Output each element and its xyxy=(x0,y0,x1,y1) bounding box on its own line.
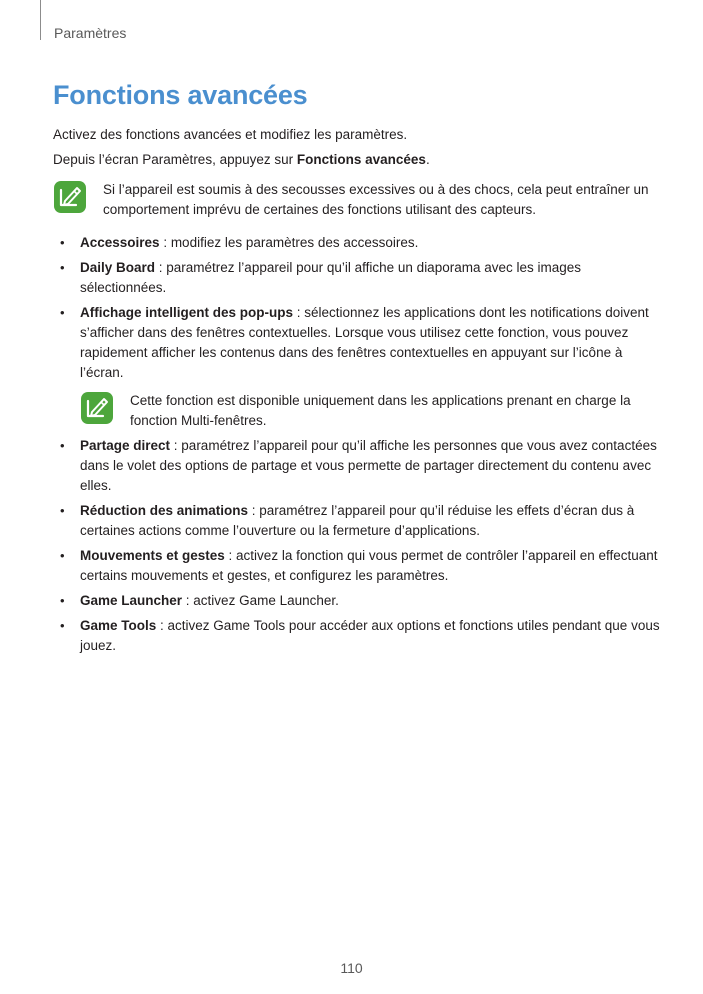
page-title: Fonctions avancées xyxy=(53,80,308,110)
bullet: • xyxy=(60,438,65,453)
item-term: Partage direct xyxy=(80,438,171,453)
item-term: Mouvements et gestes xyxy=(80,548,225,563)
item-term: Game Tools xyxy=(80,618,157,633)
item-desc: : paramétrez l’appareil pour qu’il affiche un diaporama avec les images sélectionnées. xyxy=(80,260,582,295)
page-number: 110 xyxy=(340,960,363,976)
header-divider xyxy=(40,0,41,40)
item-desc: : paramétrez l’appareil pour qu’il affiche les personnes que vous avez contactées dans le volet des options de partage et vous permette de partager directement du contenu avec elles. xyxy=(80,438,657,493)
item-desc: : activez la fonction qui vous permet de contrôler l’appareil en effectuant certains mouvements et gestes, et configurez les paramètres. xyxy=(80,548,658,583)
list-item-game-launcher xyxy=(60,591,660,611)
header-section-title: Paramètres xyxy=(54,25,127,41)
bullet: • xyxy=(60,593,65,608)
bullet: • xyxy=(60,235,65,250)
item-desc: : activez Game Launcher. xyxy=(182,593,339,608)
item-term: Daily Board xyxy=(80,260,156,275)
list-item-accessories xyxy=(60,233,660,253)
note-multiwindow-text: Cette fonction est disponible uniquement dans les applications prenant en charge la fonction Multi-fenêtres. xyxy=(130,393,631,428)
intro-text: Activez des fonctions avancées et modifiez les paramètres. xyxy=(53,127,408,142)
bullet: • xyxy=(60,305,65,320)
bullet: • xyxy=(60,548,65,563)
instruction-menu-name: Fonctions avancées xyxy=(296,152,426,167)
instruction-text xyxy=(53,150,653,170)
bullet: • xyxy=(60,503,65,518)
list-item-motions-gestures xyxy=(60,546,660,586)
item-term: Accessoires xyxy=(80,235,160,250)
bullet: • xyxy=(60,618,65,633)
item-desc: : sélectionnez les applications dont les notifications doivent s’afficher dans des fenêtres contextuelles. Lorsque vous utilisez cette fonction, vous pouvez rapidement afficher les contenus dans des fenêtres contextuelles en appuyant sur l’icône à l’écran. xyxy=(80,305,649,380)
note-main xyxy=(53,180,653,220)
list-item-reduce-animations xyxy=(60,501,660,541)
list-item-game-tools xyxy=(60,616,660,656)
instruction-suffix: . xyxy=(425,152,430,167)
instruction-prefix: Depuis l’écran Paramètres, appuyez sur xyxy=(53,152,297,167)
item-desc: : modifiez les paramètres des accessoires. xyxy=(159,235,419,250)
item-term: Affichage intelligent des pop-ups xyxy=(80,305,294,320)
item-desc: : paramétrez l’appareil pour qu’il réduise les effets d’écran dus à certaines actions comme l’ouverture ou la fermeture d’applications. xyxy=(80,503,635,538)
note-main-text: Si l’appareil est soumis à des secousses excessives ou à des chocs, cela peut entraîner un comportement imprévu de certaines des fonctions utilisant des capteurs. xyxy=(103,182,649,217)
bullet: • xyxy=(60,260,65,275)
feature-list xyxy=(60,233,660,661)
note-icon xyxy=(53,180,87,214)
list-item-smart-popup xyxy=(60,303,660,431)
item-desc: : activez Game Tools pour accéder aux options et fonctions utiles pendant que vous jouez. xyxy=(80,618,660,653)
list-item-daily-board xyxy=(60,258,660,298)
list-item-direct-share xyxy=(60,436,660,496)
note-icon xyxy=(80,391,114,425)
item-term: Réduction des animations xyxy=(80,503,249,518)
item-term: Game Launcher xyxy=(80,593,183,608)
note-multiwindow xyxy=(80,391,660,431)
